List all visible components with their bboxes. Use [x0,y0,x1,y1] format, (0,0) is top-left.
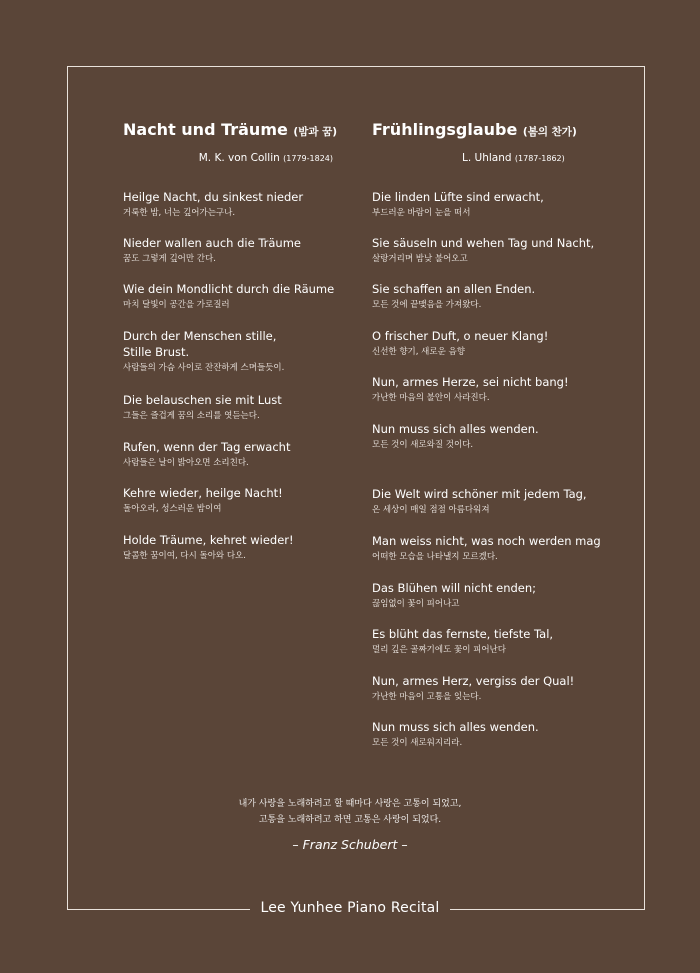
verse-line-ko: 마치 달빛이 공간을 가로질러 [123,300,230,310]
left-poem-title [123,118,338,144]
verse-line-ko: 가난한 마음의 불안이 사라진다. [372,393,490,403]
verse-line-de: Die linden Lüfte sind erwacht, [372,190,544,204]
verse-line-de: Sie säuseln und wehen Tag und Nacht, [372,236,595,250]
verse-line-ko: 달콤한 꿈이여, 다시 돌아와 다오. [123,551,246,561]
right-poem-author [372,151,612,166]
right-verse-5 [372,374,569,405]
verse-line-de: Wie dein Mondlicht durch die Räume [123,282,335,296]
verse-line-de: Nieder wallen auch die Träume [123,236,301,250]
quote-author: – Franz Schubert – [292,837,408,852]
right-verse-2 [372,235,594,266]
verse-line-ko: 살랑거리며 밤낮 불어오고 [372,254,468,264]
verse-line-de: Kehre wieder, heilge Nacht! [123,486,283,500]
verse-line-ko: 거룩한 밤, 너는 깊어가는구나. [123,208,236,218]
right-poem-author-name: L. Uhland [462,152,512,164]
left-poem-author [123,151,333,166]
verse-line-ko: 꿈도 그렇게 깊어만 간다. [123,254,216,264]
recital-footer [0,897,700,919]
left-verse-5 [123,392,282,423]
recital-title: Lee Yunhee Piano Recital [250,900,449,916]
right-poem-title-ko: (봄의 찬가) [522,126,577,138]
verse-line-ko: 끊임없이 꽃이 피어나고 [372,599,460,609]
verse-line-de: Die Welt wird schöner mit jedem Tag, [372,487,587,501]
verse-line-de: Stille Brust. [123,345,190,359]
schubert-quote [0,796,700,828]
left-poem-title-de: Nacht und Träume [123,120,288,139]
verse-line-ko: 모든 것이 새로워지리라. [372,738,463,748]
right-verse-1 [372,189,544,220]
verse-line-de: Nun muss sich alles wenden. [372,422,539,436]
verse-line-ko: 사람들의 가슴 사이로 잔잔하게 스며들듯이. [123,363,285,373]
left-verse-3 [123,281,334,312]
right-verse-7 [372,486,587,517]
verse-line-de: Nun, armes Herze, sei nicht bang! [372,375,569,389]
verse-line-ko: 돌아오라, 성스러운 밤이여 [123,504,222,514]
verse-line-ko: 신선한 향기, 새로운 음향 [372,347,465,357]
left-verse-2 [123,235,301,266]
verse-line-de: Nun muss sich alles wenden. [372,720,539,734]
verse-line-ko: 사람들은 날이 밝아오면 소리친다. [123,458,249,468]
right-poem-author-years: (1787-1862) [514,154,565,163]
right-verse-8 [372,533,601,564]
right-verse-4 [372,328,548,359]
right-verse-3 [372,281,535,312]
right-verse-9 [372,580,536,611]
right-verse-10 [372,626,553,657]
right-poem [372,118,612,166]
verse-line-de: Sie schaffen an allen Enden. [372,282,536,296]
verse-line-de: Heilge Nacht, du sinkest nieder [123,190,304,204]
right-verse-12 [372,719,539,750]
verse-line-de: Es blüht das fernste, tiefste Tal, [372,627,554,641]
verse-line-de: O frischer Duft, o neuer Klang! [372,329,549,343]
right-poem-title-de: Frühlingsglaube [372,120,518,139]
left-verse-1 [123,189,303,220]
right-verse-6 [372,421,539,452]
verse-line-de: Durch der Menschen stille, [123,329,277,343]
quote-line-1: 내가 사랑을 노래하려고 할 때마다 사랑은 고통이 되었고, [238,799,462,809]
left-verse-4 [123,328,284,375]
right-poem-title [372,118,612,144]
verse-line-de: Holde Träume, kehret wieder! [123,533,294,547]
verse-line-de: Das Blühen will nicht enden; [372,581,537,595]
verse-line-ko: 모든 것에 끝맺음을 가져왔다. [372,300,482,310]
left-verse-7 [123,485,283,516]
verse-line-ko: 그들은 즐겁게 꿈의 소리를 엿듣는다. [123,411,260,421]
right-verse-11 [372,673,574,704]
quote-line-2: 고통을 노래하려고 하면 고통은 사랑이 되었다. [258,815,442,825]
left-poem-title-ko: (밤과 꿈) [293,126,338,138]
verse-line-ko: 온 세상이 매일 점점 아름다워져 [372,505,490,515]
verse-line-ko: 가난한 마음이 고통을 잊는다. [372,692,482,702]
verse-line-de: Nun, armes Herz, vergiss der Qual! [372,674,575,688]
verse-line-de: Rufen, wenn der Tag erwacht [123,440,291,454]
verse-line-de: Man weiss nicht, was noch werden mag [372,534,601,548]
left-poem-author-name: M. K. von Collin [198,152,280,164]
verse-line-ko: 부드러운 바람이 눈을 떠서 [372,208,471,218]
verse-line-ko: 모든 것이 새로와질 것이다. [372,440,474,450]
left-verse-8 [123,532,294,563]
verse-line-ko: 어떠한 모습을 나타낼지 모르겠다. [372,552,498,562]
left-verse-6 [123,439,290,470]
verse-line-ko: 멀리 깊은 골짜기에도 꽃이 피어난다 [372,645,506,655]
left-poem-author-years: (1779-1824) [283,154,333,163]
verse-line-de: Die belauschen sie mit Lust [123,393,282,407]
left-poem [123,118,338,166]
